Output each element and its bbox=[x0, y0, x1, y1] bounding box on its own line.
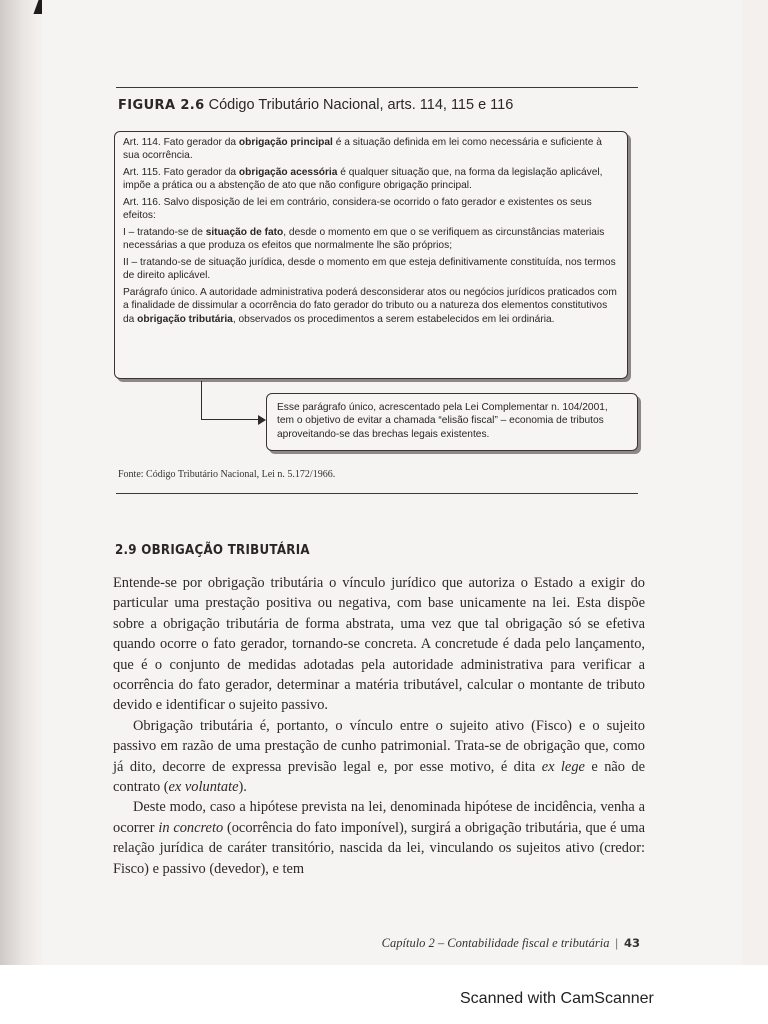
article-114: Art. 114. Fato gerador da obrigação principal é a situação definida em lei como necessária e suficiente à sua ocorrência. bbox=[123, 137, 602, 162]
connector-line-vertical bbox=[201, 381, 202, 420]
footer-chapter: Capítulo 2 – Contabilidade fiscal e tributária bbox=[381, 936, 610, 950]
section-heading: 2.9 OBRIGAÇÃO TRIBUTÁRIA bbox=[115, 542, 310, 558]
article-116-paragraph: Parágrafo único. A autoridade administrativa poderá desconsiderar atos ou negócios jurídicos praticados com a finalidade de dissimular a ocorrência do fato gerador do tributo ou a natureza dos elementos constitutivos da obrigação tributária, observados os procedimentos a serem estabelecidos em lei ordinária. bbox=[123, 287, 617, 325]
connector-line-horizontal bbox=[201, 419, 259, 420]
arrow-right-icon bbox=[258, 415, 266, 425]
article-116-item-2: II – tratando-se de situação jurídica, desde o momento em que esteja definitivamente constituída, nos termos de direito aplicável. bbox=[123, 257, 616, 282]
section-body bbox=[113, 573, 645, 879]
figure-caption: Código Tributário Nacional, arts. 114, 115 e 116 bbox=[208, 97, 514, 113]
figure-source: Fonte: Código Tributário Nacional, Lei n. 5.172/1966. bbox=[118, 469, 336, 480]
article-115: Art. 115. Fato gerador da obrigação acessória é qualquer situação que, na forma da legislação aplicável, impõe a prática ou a abstenção de ato que não configure obrigação principal. bbox=[123, 167, 603, 192]
figure-label: FIGURA 2.6 bbox=[118, 98, 205, 113]
annotation-note: Esse parágrafo único, acrescentado pela Lei Complementar n. 104/2001, tem o objetivo de evitar a chamada “elisão fiscal” – economia de tributos aproveitando-se das brechas legais existentes. bbox=[266, 393, 638, 451]
page-shadow-edge bbox=[0, 0, 38, 1024]
scanner-watermark: Scanned with CamScanner bbox=[460, 990, 654, 1007]
page-footer bbox=[382, 936, 640, 951]
articles-box bbox=[114, 131, 628, 379]
paragraph-3: Deste modo, caso a hipótese prevista na lei, denominada hipótese de incidência, venha a ocorrer in concreto (ocorrência do fato imponível), surgirá a obrigação tributária, que é uma relação jurídica de caráter transitório, nascida da lei, vinculando os sujeitos ativo (credor: Fisco) e passivo (devedor), e tem bbox=[113, 799, 646, 877]
article-116: Art. 116. Salvo disposição de lei em contrário, considera-se ocorrido o fato gerador e existentes os seus efeitos: bbox=[123, 197, 592, 222]
paragraph-1: Entende-se por obrigação tributária o vínculo jurídico que autoriza o Estado a exigir do particular uma prestação positiva ou negativa, com base unicamente na lei. Esta dispõe sobre a obrigação tributária de forma abstrata, uma vez que tal obrigação só se efetiva quando ocorre o fato gerador, tornando-se concreta. A concretude é dada pelo lançamento, que é o conjunto de medidas adotadas pela autoridade administrativa para verificar a ocorrência do fato gerador, determinar a matéria tributável, calcular o montante de tributo devido e identificar o sujeito passivo. bbox=[113, 575, 645, 714]
paragraph-2: Obrigação tributária é, portanto, o vínculo entre o sujeito ativo (Fisco) e o sujeito passivo em razão de uma prestação de cunho patrimonial. Trata-se de obrigação que, como já dito, decorre de expressa previsão legal e, por esse motivo, é dita ex lege e não de contrato (ex voluntate). bbox=[113, 717, 646, 796]
page-number: 43 bbox=[623, 936, 640, 950]
figure-title bbox=[118, 97, 513, 113]
figure-top-rule bbox=[116, 87, 638, 88]
footer-separator: | bbox=[615, 936, 618, 950]
article-116-item-1: I – tratando-se de situação de fato, desde o momento em que o se verifiquem as circunstâncias materiais necessárias a que produza os efeitos que normalmente lhe são próprios; bbox=[123, 227, 605, 252]
figure-bottom-rule bbox=[116, 493, 638, 494]
